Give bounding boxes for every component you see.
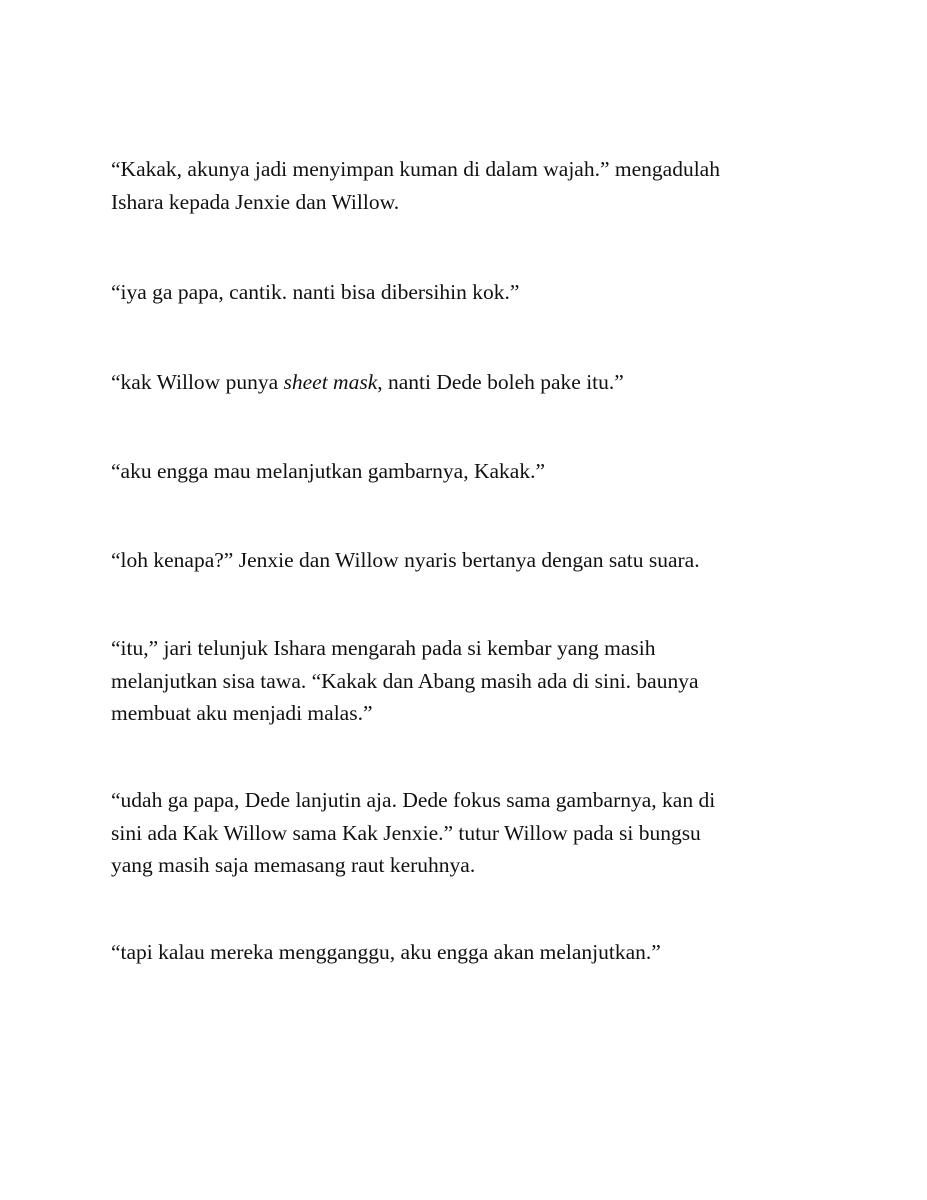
text-segment: “kak Willow punya <box>111 370 284 394</box>
text-segment: , nanti Dede boleh pake itu.” <box>377 370 624 394</box>
paragraph-1 <box>111 153 831 218</box>
paragraph-4 <box>111 455 831 488</box>
paragraph-line: membuat aku menjadi malas.” <box>111 701 373 725</box>
paragraph-2 <box>111 276 831 309</box>
paragraph-line: “loh kenapa?” Jenxie dan Willow nyaris bertanya dengan satu suara. <box>111 548 700 572</box>
paragraph-line: melanjutkan sisa tawa. “Kakak dan Abang masih ada di sini. baunya <box>111 668 699 693</box>
paragraph-line: yang masih saja memasang raut keruhnya. <box>111 853 476 877</box>
paragraph-line: “udah ga papa, Dede lanjutin aja. Dede fokus sama gambarnya, kan di <box>111 788 716 812</box>
paragraph-6 <box>111 632 831 730</box>
paragraph-line: sini ada Kak Willow sama Kak Jenxie.” tutur Willow pada si bungsu <box>111 820 701 845</box>
paragraph-line: “aku engga mau melanjutkan gambarnya, Kakak.” <box>111 459 545 483</box>
paragraph-7 <box>111 784 831 882</box>
paragraph-line: “itu,” jari telunjuk Ishara mengarah pada si kembar yang masih <box>111 636 656 660</box>
paragraph-line: “tapi kalau mereka mengganggu, aku engga akan melanjutkan.” <box>111 940 661 964</box>
paragraph-5 <box>111 544 831 577</box>
paragraph-line <box>111 366 831 399</box>
paragraph-3 <box>111 366 831 399</box>
paragraph-line: “iya ga papa, cantik. nanti bisa dibersihin kok.” <box>111 280 520 304</box>
paragraph-line: Ishara kepada Jenxie dan Willow. <box>111 189 400 214</box>
paragraph-8 <box>111 936 831 969</box>
italic-term: sheet mask <box>283 370 378 394</box>
paragraph-line: “Kakak, akunya jadi menyimpan kuman di dalam wajah.” mengadulah <box>111 157 720 181</box>
